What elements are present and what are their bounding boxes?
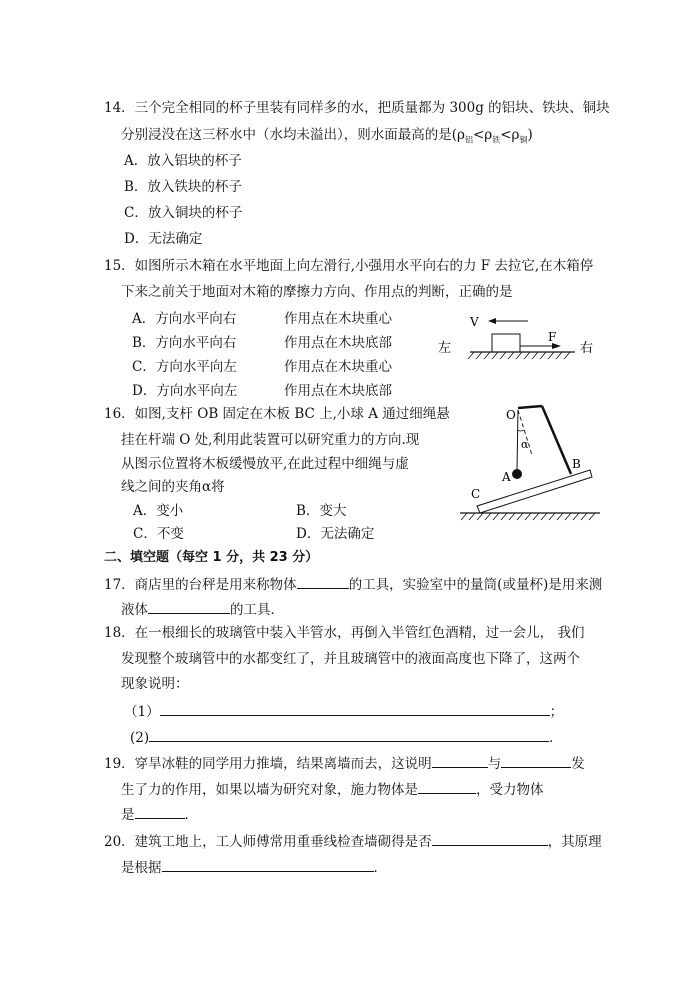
q14-sub-cu: 铜 (519, 135, 528, 145)
q14-line2-pre: 分别浸没在这三杯水中（水均未溢出），则水面最高的是(ρ (121, 127, 465, 143)
q18-part2-label: (2) (130, 730, 150, 746)
q14-sub-fe: 铁 (492, 135, 501, 145)
q16-fig-angle-arc (517, 430, 524, 431)
q18-blank2[interactable] (149, 728, 549, 742)
q17-text-d: 的工具． (230, 602, 284, 618)
q15-figure (430, 310, 600, 380)
q15-fig-v-arrowhead (488, 318, 496, 324)
q20-blank2[interactable] (162, 858, 374, 872)
q14-option-a: A．放入铝块的杯子 (124, 153, 242, 169)
q19-text-f: 是 (121, 807, 135, 823)
q16-fig-a-label: A (502, 470, 511, 484)
q20-line1 (104, 832, 602, 851)
q15-option-c-dir: C．方向水平向左 (132, 359, 237, 375)
q15-fig-left-label: 左 (438, 341, 452, 356)
q20-text-d: ． (373, 860, 387, 876)
q20-blank1[interactable] (432, 832, 548, 846)
q18-part1 (124, 702, 563, 721)
q15-fig-ground-hatch (468, 352, 570, 359)
q14-sub-al: 铝 (464, 135, 473, 145)
q19-line1 (104, 754, 585, 773)
q16-option-a: A．变小 (133, 503, 184, 519)
q16-fig-string (517, 410, 518, 470)
q16-fig-c-label: C (471, 487, 481, 501)
q19-text-b: 与 (487, 756, 502, 772)
q18-part1-label: （1） (124, 704, 160, 720)
q15-fig-v-label: V (470, 315, 479, 329)
q17-line2 (121, 600, 284, 619)
q15-option-b-dir: B．方向水平向右 (132, 335, 237, 351)
q18-blank1[interactable] (160, 702, 550, 716)
q14-option-d: D．无法确定 (124, 231, 203, 247)
q20-text-a: 20．建筑工地上，工人师傅常用重垂线检查墙砌得是否 (104, 834, 432, 850)
q14-lt1: <ρ (472, 127, 493, 143)
q14-option-b: B．放入铁块的杯子 (124, 179, 242, 195)
q17-line1 (104, 575, 602, 594)
q18-line3: 现象说明： (121, 676, 189, 692)
q19-blank1[interactable] (432, 754, 488, 768)
q16-figure (455, 400, 605, 525)
q16-line3: 从图示位置将木板缓慢放平,在此过程中细绳与虚 (121, 456, 409, 472)
q19-text-g: ． (184, 807, 198, 823)
q16-line1: 16．如图,支杆 OB 固定在木板 BC 上,小球 A 通过细绳悬 (104, 406, 450, 422)
q15-option-d-point: 作用点在木块底部 (284, 383, 392, 399)
q17-blank2[interactable] (148, 600, 230, 614)
q19-text-d: 生了力的作用，如果以墙为研究对象，施力物体是 (121, 782, 418, 798)
q15-option-d-dir: D．方向水平向左 (132, 383, 238, 399)
q15-line2: 下来之前关于地面对木箱的摩擦力方向、作用点的判断，正确的是 (121, 284, 513, 300)
q16-fig-o-label: O (506, 408, 516, 422)
q18-line2: 发现整个玻璃管中的水都变红了，并且玻璃管中的液面高度也下降了，这两个 (121, 651, 580, 667)
q18-part1-end: ； (549, 704, 564, 720)
q17-blank1[interactable] (297, 575, 349, 589)
q19-text-a: 19．穿旱冰鞋的同学用力推墙，结果离墙而去，这说明 (104, 756, 432, 772)
q19-line3 (121, 805, 198, 824)
q15-fig-right-label: 右 (580, 341, 594, 356)
q15-option-a-point: 作用点在木块重心 (284, 311, 392, 327)
q17-text-c: 液体 (121, 602, 148, 618)
q15-line1: 15．如图所示木箱在水平地面上向左滑行,小强用水平向右的力 F 去拉它,在木箱停 (104, 258, 594, 274)
q17-text-a: 17．商店里的台秤是用来称物体 (104, 577, 297, 593)
q14-lt2: <ρ (500, 127, 520, 143)
q16-fig-ground-hatch (461, 513, 595, 520)
q20-line2 (121, 858, 387, 877)
q15-fig-f-label: F (548, 330, 557, 344)
q16-option-d: D．无法确定 (296, 526, 375, 542)
q16-fig-ball (512, 469, 522, 479)
q16-fig-board (477, 470, 592, 513)
q19-line2 (121, 780, 544, 799)
q18-line1: 18．在一根细长的玻璃管中装入半管水，再倒入半管红色酒精，过一会儿， 我们 (104, 625, 585, 641)
q19-text-e: ，受力物体 (476, 782, 544, 798)
q16-option-b: B．变大 (296, 503, 347, 519)
q15-option-b-point: 作用点在木块底部 (284, 335, 392, 351)
q15-option-c-point: 作用点在木块重心 (284, 359, 392, 375)
q16-fig-rod (542, 406, 571, 474)
q19-blank3[interactable] (418, 780, 476, 794)
q16-line2: 挂在杆端 O 处,利用此装置可以研究重力的方向.现 (121, 432, 420, 448)
q20-text-c: 是根据 (121, 860, 162, 876)
q20-text-b: ，其原理 (547, 834, 602, 850)
section2-title: 二、填空题（每空 1 分，共 23 分） (104, 550, 319, 565)
q14-line2-post: ) (527, 127, 533, 143)
q15-fig-box (492, 334, 520, 352)
q16-line4: 线之间的夹角α将 (121, 479, 225, 495)
q17-text-b: 的工具，实验室中的量筒(或量杯)是用来测 (348, 577, 603, 593)
q16-fig-rod-top (518, 406, 542, 408)
q14-option-c: C．放入铜块的杯子 (124, 205, 243, 221)
q16-fig-alpha-label: α (521, 438, 529, 451)
q19-text-c: 发 (571, 756, 585, 772)
q15-option-a-dir: A．方向水平向右 (132, 311, 237, 327)
q18-part2-end: ． (549, 730, 563, 746)
q16-fig-b-label: B (572, 457, 581, 471)
q19-blank4[interactable] (135, 805, 185, 819)
q14-line1: 14．三个完全相同的杯子里装有同样多的水，把质量都为 300g 的铝块、铁块、铜块 (104, 100, 610, 116)
q16-option-c: C．不变 (133, 526, 184, 542)
q19-blank2[interactable] (501, 754, 571, 768)
q18-part2 (130, 728, 563, 747)
q14-line2 (121, 126, 533, 150)
